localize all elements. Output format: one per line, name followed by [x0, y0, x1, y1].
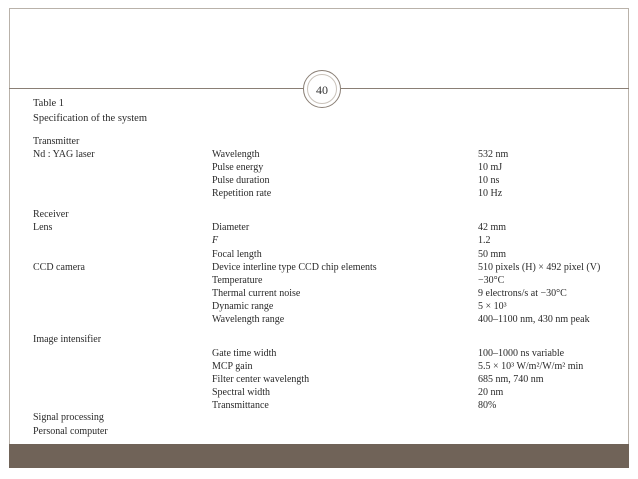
header-rule-left [9, 88, 304, 89]
value-cell: 42 mm [478, 222, 507, 233]
table-caption: Specification of the system [33, 113, 148, 124]
value-cell: 400–1100 nm, 430 nm peak [478, 314, 590, 325]
header-rule-right [341, 88, 629, 89]
parameter-cell: Device interline type CCD chip elements [212, 262, 377, 273]
component-cell: CCD camera [33, 262, 85, 273]
value-cell: 80% [478, 400, 497, 411]
parameter-cell: Thermal current noise [212, 288, 301, 299]
component-cell: Lens [33, 222, 53, 233]
footer-bar [9, 444, 629, 468]
parameter-cell: Pulse duration [212, 175, 270, 186]
parameter-cell: Focal length [212, 249, 262, 260]
value-cell: 685 nm, 740 nm [478, 374, 544, 385]
value-cell: 100–1000 ns variable [478, 348, 565, 359]
parameter-cell: Gate time width [212, 348, 277, 359]
section-heading: Transmitter [33, 136, 80, 147]
component-cell: Nd : YAG laser [33, 149, 95, 160]
value-cell: 10 ns [478, 175, 500, 186]
parameter-cell: Wavelength [212, 149, 260, 160]
parameter-cell: Temperature [212, 275, 263, 286]
parameter-cell: MCP gain [212, 361, 253, 372]
value-cell: 1.2 [478, 235, 491, 246]
parameter-cell: F [212, 235, 219, 246]
section-heading: Signal processing [33, 412, 104, 423]
value-cell: 20 nm [478, 387, 504, 398]
value-cell: 510 pixels (H) × 492 pixel (V) [478, 262, 601, 273]
value-cell: 5.5 × 10³ W/m²/W/m² min [478, 361, 584, 372]
section-heading: Receiver [33, 209, 69, 220]
value-cell: 9 electrons/s at −30°C [478, 288, 567, 299]
parameter-cell: Diameter [212, 222, 250, 233]
section-heading: Image intensifier [33, 334, 102, 345]
value-cell: 10 Hz [478, 188, 503, 199]
parameter-cell: Pulse energy [212, 162, 264, 173]
value-cell: 5 × 10³ [478, 301, 507, 312]
parameter-cell: Spectral width [212, 387, 271, 398]
table-label: Table 1 [33, 98, 65, 109]
value-cell: 10 mJ [478, 162, 503, 173]
page-number: 40 [303, 70, 341, 108]
value-cell: −30°C [478, 275, 505, 286]
parameter-cell: Filter center wavelength [212, 374, 310, 385]
value-cell: 532 nm [478, 149, 509, 160]
parameter-cell: Transmittance [212, 400, 269, 411]
value-cell: 50 mm [478, 249, 507, 260]
parameter-cell: Wavelength range [212, 314, 285, 325]
parameter-cell: Repetition rate [212, 188, 272, 199]
parameter-cell: Dynamic range [212, 301, 274, 312]
component-cell: Personal computer [33, 426, 108, 437]
